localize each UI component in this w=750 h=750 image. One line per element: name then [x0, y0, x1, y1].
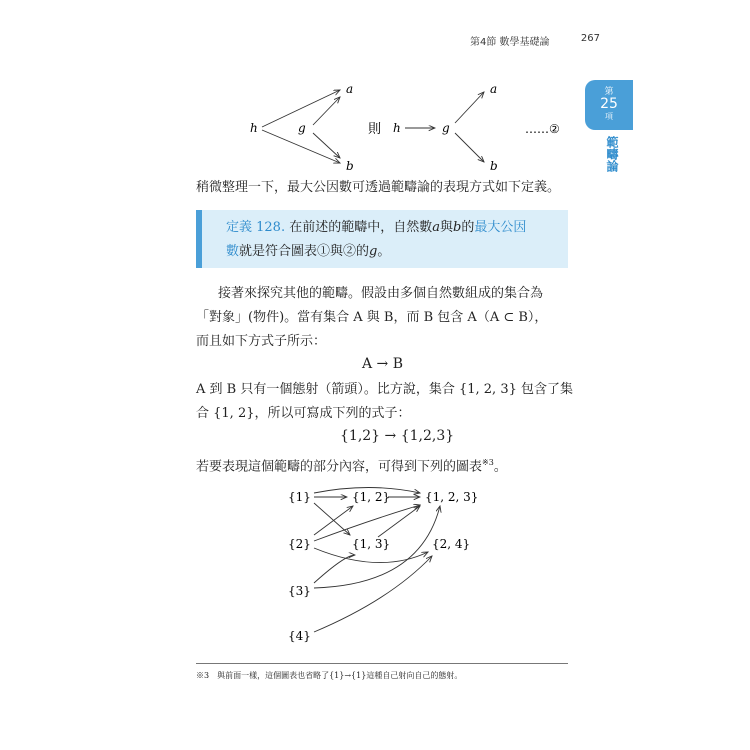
def-text-b: 就是符合圖表①與②的: [239, 244, 370, 259]
node-12: {1, 2}: [352, 490, 391, 504]
diagram2: [288, 488, 478, 644]
d1-left-h: h: [250, 121, 258, 135]
def-var-a: a: [432, 220, 440, 235]
chapter-prefix: 第: [604, 87, 614, 97]
d1-right-b: b: [490, 159, 498, 173]
d1-left-arrow-gb: [313, 133, 340, 158]
d1-right-arrow-ga: [455, 92, 484, 123]
definition-label: 定義 128.: [226, 220, 286, 235]
definition-text: [226, 216, 556, 264]
chapter-suffix: 項: [605, 112, 613, 121]
para-line-5: 合 {1, 2}，所以可寫成下列的式子：: [196, 406, 411, 421]
formula-1: A → B: [362, 356, 404, 372]
diagram1-left: [250, 82, 354, 173]
definition-bar: [196, 210, 202, 268]
def-term-2: 數: [226, 244, 240, 259]
text-line-1: 稍微整理一下，最大公因數可透過範疇論的表現方式如下定義。: [196, 180, 561, 195]
para-line-1: 接著來探究其他的範疇。假設由多個自然數組成的集合為: [218, 286, 544, 301]
d1-right-g: g: [442, 121, 450, 135]
footnote: ※3 與前面一樣，這個圖表也省略了{1}→{1}這種自己射向自己的態射。: [196, 671, 463, 680]
def-text-a: 在前述的範疇中，自然數: [289, 220, 433, 235]
d1-right-a: a: [490, 82, 498, 96]
node-3: {3}: [288, 584, 311, 598]
def-term-1: 最大公因: [474, 220, 527, 235]
node-13: {1, 3}: [352, 537, 391, 551]
def-of: 的: [461, 220, 475, 235]
para-line-4: A 到 B 只有一個態射（箭頭）。比方說，集合 {1, 2, 3} 包含了集: [196, 382, 573, 397]
para-line-6-text: 若要表現這個範疇的部分內容，可得到下列的圖表: [196, 459, 483, 475]
para-line-6: [196, 453, 507, 477]
node-123: {1, 2, 3}: [425, 490, 479, 504]
d1-right-h: h: [393, 121, 401, 135]
section-title: 第4節 數學基礎論: [470, 37, 550, 48]
d1-left-g: g: [298, 121, 306, 135]
def-end: 。: [377, 244, 391, 259]
footnote-ref: ※3: [482, 458, 494, 467]
node-4: {4}: [288, 629, 311, 643]
arrow-2-12: [314, 506, 353, 535]
def-var-g: g: [369, 244, 378, 259]
d1-left-b: b: [346, 159, 354, 173]
para-line-3: 而且如下方式子所示：: [196, 334, 327, 349]
def-and: 與: [440, 220, 454, 235]
d1-right-arrow-gb: [455, 133, 484, 162]
node-2: {2}: [288, 537, 311, 551]
definition-box: [196, 210, 568, 268]
footnote-divider: [196, 663, 568, 664]
d1-connector: 則: [368, 122, 382, 137]
diagram1-right: [393, 82, 498, 173]
para-line-6-end: 。: [493, 459, 507, 475]
chapter-side-title: 範疇論: [605, 136, 619, 172]
page-number: 267: [580, 33, 600, 44]
para-line-2: 「對象」(物件)。當有集合 A 與 B，而 B 包含 A（A ⊂ B），: [196, 310, 548, 325]
chapter-number: 25: [600, 96, 618, 112]
def-var-b: b: [453, 220, 462, 235]
formula-2: {1,2} → {1,2,3}: [340, 428, 455, 444]
d1-left-a: a: [346, 82, 354, 96]
node-1: {1}: [288, 490, 311, 504]
node-24: {2, 4}: [432, 537, 471, 551]
arrow-13-123: [378, 506, 420, 537]
d1-label: ……②: [525, 122, 560, 136]
